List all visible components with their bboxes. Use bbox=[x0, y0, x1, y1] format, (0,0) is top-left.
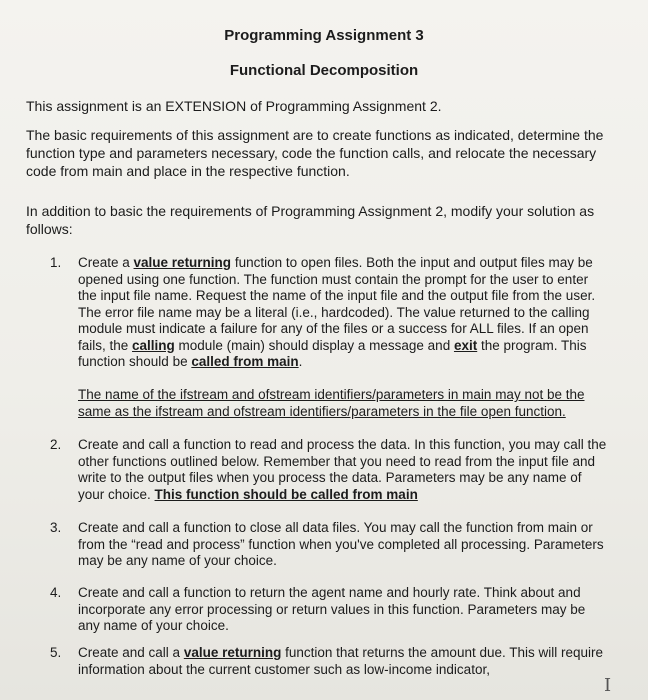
page-title: Programming Assignment 3 bbox=[224, 27, 424, 44]
text-cursor-icon: I bbox=[604, 675, 612, 696]
basic-requirements-paragraph: The basic requirements of this assignment are to create functions as indicated, determine the function type and parameters necessary, code the function calls, and relocate the necessary code from main and place in the respective function. bbox=[26, 127, 604, 179]
list-item bbox=[50, 645, 610, 678]
list-item bbox=[50, 437, 610, 503]
identifier-note: The name of the ifstream and ofstream identifiers/parameters in main may not be the same as the ifstream and ofstream identifiers/parameters in the file open function. bbox=[78, 387, 585, 419]
list-item bbox=[50, 585, 610, 635]
item-number: 1. bbox=[50, 255, 62, 270]
intro-paragraph: This assignment is an EXTENSION of Programming Assignment 2. bbox=[26, 98, 442, 114]
item-text: Create and call a function to close all data files. You may call the function from main or from the “read and process” function when you've completed all processing. Parameters may be any name of your choice. bbox=[78, 520, 604, 568]
item-text: Create and call a function to read and process the data. In this function, you may call the other functions outlined below. Remember that you need to read from the input file and write to the output files when you process the data. Parameters may be any name of your choice. This function should be called from main bbox=[78, 437, 607, 502]
page-subtitle: Functional Decomposition bbox=[229, 62, 419, 79]
item-text: Create and call a function to return the agent name and hourly rate. Think about and incorporate any error processing or return values in this function. Parameters may be any name of your choice. bbox=[78, 585, 586, 633]
item-number: 4. bbox=[50, 585, 62, 600]
item-number: 5. bbox=[50, 645, 62, 660]
list-item bbox=[50, 520, 610, 570]
item-text: Create and call a value returning function that returns the amount due. This will require information about the current customer such as low-income indicator, bbox=[78, 645, 604, 677]
addition-paragraph: In addition to basic the requirements of Programming Assignment 2, modify your solution as follows: bbox=[26, 203, 595, 237]
list-item bbox=[50, 255, 610, 371]
item-text: Create a value returning function to open files. Both the input and output files may be opened using one function. The function must contain the prompt for the user to enter the input file name. Request the name of the input file and the output file from the user. The error file name may be a literal (i.e., hardcoded). The value returned to the calling module must indicate a failure for any of the files or a success for ALL files. If an open fails, the calling module (main) should display a message and exit the program. This function should be called from main. bbox=[78, 255, 596, 369]
item-number: 3. bbox=[50, 520, 62, 535]
item-number: 2. bbox=[50, 437, 62, 452]
